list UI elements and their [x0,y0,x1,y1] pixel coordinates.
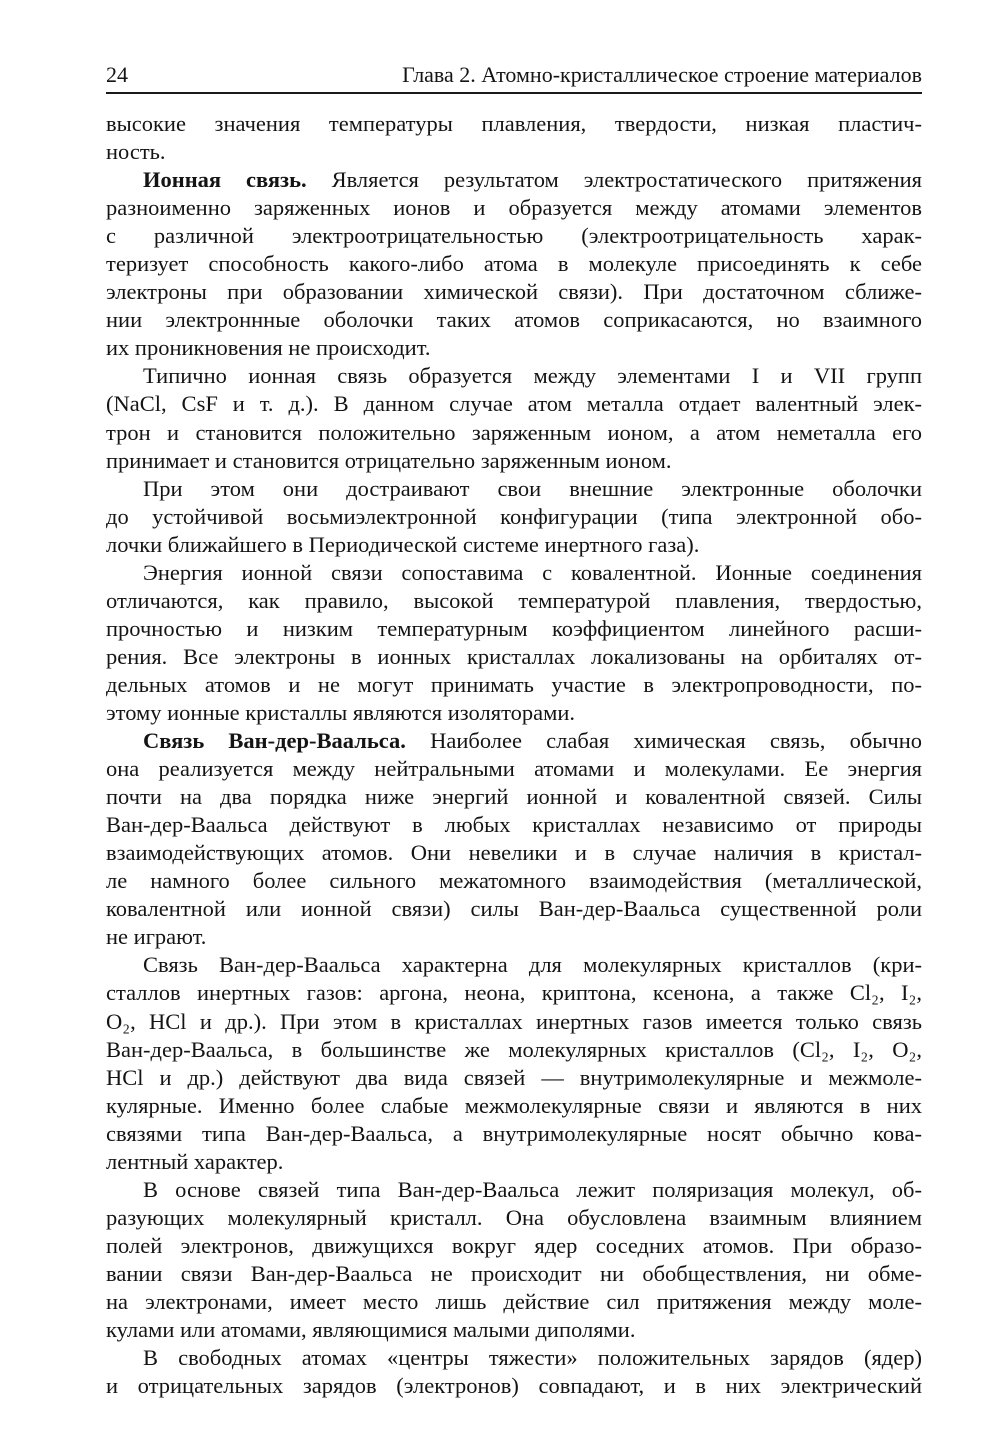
text-line [106,222,922,250]
line-text: ле намного более сильного межатомного взаимодействия (металлической, [106,868,922,894]
text-line [106,1064,922,1092]
text-line [106,811,922,839]
text-line [106,250,922,278]
line-text: до устойчивой восьмиэлектронной конфигурации (типа электронной обо- [106,503,922,529]
text-line [106,559,922,587]
text-line [106,979,922,1007]
line-text: прочностью и низким температурным коэффициентом линейного расши- [106,615,922,641]
line-text: При этом они достраивают свои внешние электронные оболочки [143,475,922,501]
text-line [106,587,922,615]
line-text: рения. Все электроны в ионных кристаллах локализованы на орбиталях от- [106,643,922,669]
text-line [106,531,922,559]
paragraph [106,727,922,951]
line-text: и отрицательных зарядов (электронов) совпадают, и в них электрический [106,1373,922,1399]
line-text: вании связи Ван-дер-Ваальса не происходит ни обобществления, ни обме- [106,1260,922,1286]
text-line [106,1148,922,1176]
line-text: Ван-дер-Ваальса действуют в любых кристаллах независимо от природы [106,812,922,838]
line-text: связями типа Ван-дер-Ваальса, а внутримолекулярные носят обычно кова- [106,1120,922,1146]
line-text: отличаются, как правило, высокой температурой плавления, твердостью, [106,587,922,613]
text-line [106,643,922,671]
line-text: лентный характер. [106,1148,284,1174]
paragraph [106,951,922,1175]
paragraph [106,110,922,166]
text-line [106,503,922,531]
text-line [106,615,922,643]
line-text: дельных атомов и не могут принимать участие в электропроводности, по- [106,671,922,697]
text-line [106,306,922,334]
line-text: ковалентной или ионной связи) силы Ван-дер-Ваальса существенной роли [106,896,922,922]
line-text: кулярные. Именно более слабые межмолекулярные связи и являются в них [106,1092,922,1118]
page-number: 24 [106,62,128,87]
text-line [106,1120,922,1148]
line-text: Типично ионная связь образуется между элементами I и VII групп [143,363,922,389]
text-line [106,1260,922,1288]
text-line [106,895,922,923]
line-text: Энергия ионной связи сопоставима с ковалентной. Ионные соединения [143,559,922,585]
line-text: разующих молекулярный кристалл. Она обусловлена взаимным влиянием [106,1204,922,1230]
line-text: В свободных атомах «центры тяжести» положительных зарядов (ядер) [143,1345,922,1371]
text-line [106,278,922,306]
line-text: с различной электроотрицательностью (электроотрицательность харак- [106,223,922,249]
text-line [106,390,922,418]
text-line [106,1288,922,1316]
line-text: не играют. [106,924,207,950]
line-text: HCl и др.) действуют два вида связей — внутримолекулярные и межмоле- [106,1064,922,1090]
text-line [106,867,922,895]
text-line [106,1008,922,1036]
line-text: В основе связей типа Ван-дер-Ваальса лежит поляризация молекул, об- [143,1176,922,1202]
text-line [106,110,922,138]
text-line [106,362,922,390]
line-text: этому ионные кристаллы являются изоляторами. [106,699,576,725]
run-in-heading: Связь Ван-дер-Ваальса. [143,728,406,754]
line-text: ность. [106,139,166,165]
text-line [106,475,922,503]
paragraph [106,362,922,474]
line-text: принимает и становится отрицательно заряженным ионом. [106,447,672,473]
line-text: кулами или атомами, являющимися малыми диполями. [106,1317,636,1343]
text-line [106,1232,922,1260]
text-line [106,166,922,194]
line-text: Наиболее слабая химическая связь, обычно [405,728,923,754]
line-text: почти на два порядка ниже энергий ионной и ковалентной связей. Силы [106,784,922,810]
text-line [106,138,922,166]
running-title: Глава 2. Атомно-кристаллическое строение материалов [402,62,922,87]
text-line [106,951,922,979]
paragraph [106,559,922,727]
text-line [106,699,922,727]
text-line [106,671,922,699]
text-line [106,334,922,362]
line-text: сталлов инертных газов: аргона, неона, криптона, ксенона, а также Cl₂, I₂, [106,980,922,1006]
run-in-heading: Ионная связь. [143,167,307,193]
line-text: O₂, HCl и др.). При этом в кристаллах инертных газов имеется только связь [106,1008,922,1034]
text-line [106,1036,922,1064]
text-line [106,1344,922,1372]
line-text: трон и становится положительно заряженным ионом, а атом неметалла его [106,419,922,445]
text-line [106,923,922,951]
text-line [106,839,922,867]
text-line [106,1316,922,1344]
text-line [106,447,922,475]
text-line [106,194,922,222]
paragraph [106,475,922,559]
page-header [106,58,922,94]
paragraph [106,166,922,362]
line-text: электроны при образовании химической связи). При достаточном сближе- [106,279,922,305]
line-text: их проникновения не происходит. [106,335,431,361]
line-text: Является результатом электростатического притяжения [306,167,922,193]
line-text: Ван-дер-Ваальса, в большинстве же молекулярных кристаллов (Cl₂, I₂, O₂, [106,1036,922,1062]
line-text: нии электроннные оболочки таких атомов соприкасаются, но взаимного [106,307,922,333]
line-text: взаимодействующих атомов. Они невелики и в случае наличия в кристал- [106,840,922,866]
text-line [106,1092,922,1120]
line-text: высокие значения температуры плавления, твердости, низкая пластич- [106,111,922,136]
paragraph [106,1344,922,1400]
text-line [106,419,922,447]
text-line [106,783,922,811]
text-line [106,727,922,755]
line-text: Связь Ван-дер-Ваальса характерна для молекулярных кристаллов (кри- [143,952,922,978]
line-text: лочки ближайшего в Периодической системе инертного газа). [106,531,700,557]
line-text: теризует способность какого-либо атома в молекуле присоединять к себе [106,251,922,277]
line-text: она реализуется между нейтральными атомами и молекулами. Ее энергия [106,756,922,782]
text-line [106,755,922,783]
line-text: разноименно заряженных ионов и образуется между атомами элементов [106,195,922,221]
paragraph [106,1176,922,1344]
text-line [106,1204,922,1232]
line-text: (NaCl, CsF и т. д.). В данном случае атом металла отдает валентный элек- [106,391,922,417]
page-body [106,110,922,1400]
text-line [106,1176,922,1204]
text-line [106,1372,922,1400]
line-text: на электронами, имеет место лишь действие сил притяжения между моле- [106,1288,922,1314]
line-text: полей электронов, движущихся вокруг ядер соседних атомов. При образо- [106,1232,922,1258]
